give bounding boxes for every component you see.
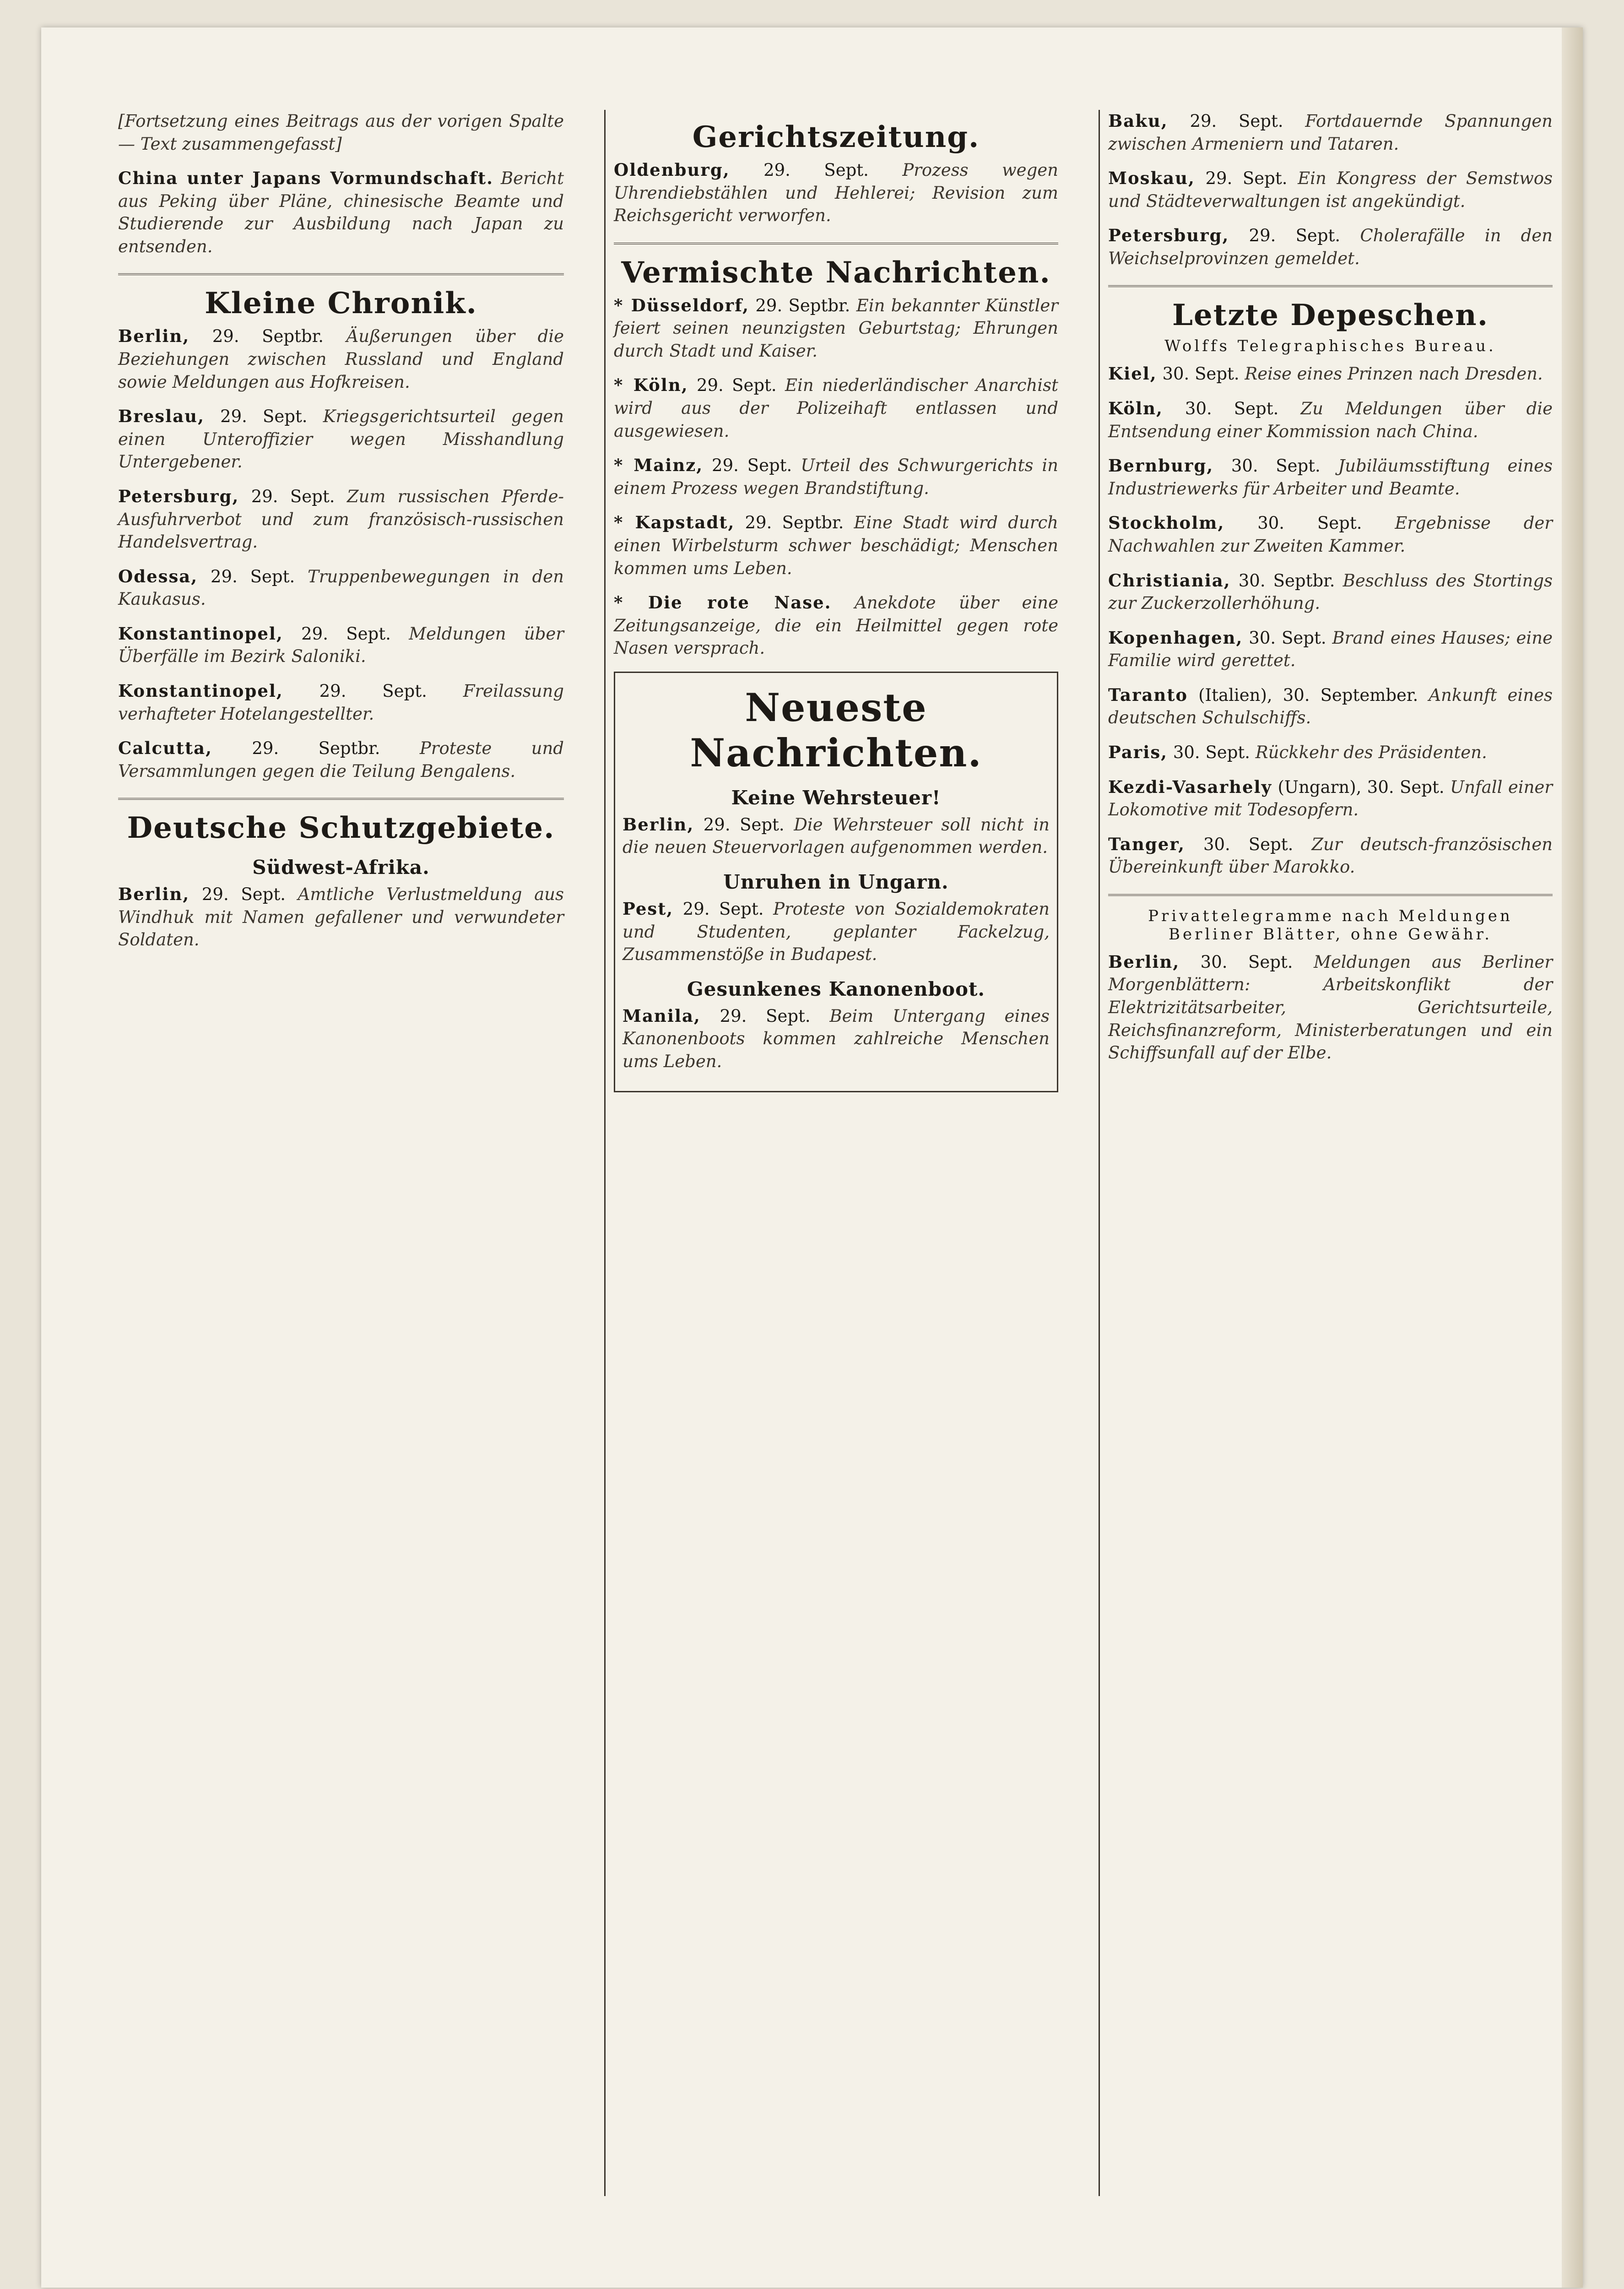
item-date: 30. Sept.	[1203, 834, 1294, 854]
column-1	[110, 110, 572, 2196]
item-summary: Unfall einer Lokomotive mit Todesopfern.	[1108, 777, 1553, 820]
item-summary: Äußerungen über die Beziehungen zwischen Russland und England sowie Meldungen aus Hofkreisen.	[118, 326, 564, 392]
item-location: Baku,	[1108, 111, 1168, 131]
news-item	[1108, 833, 1553, 879]
item-summary: Brand eines Hauses; eine Familie wird gerettet.	[1108, 628, 1553, 671]
item-summary: Truppenbewegungen in den Kaukasus.	[118, 566, 564, 609]
news-item	[118, 883, 564, 951]
news-item	[118, 405, 564, 473]
item-date: 30. Septbr.	[1238, 570, 1335, 591]
item-summary: Die Wehrsteuer soll nicht in die neuen Steuervorlagen aufgenommen werden.	[623, 814, 1050, 857]
item-location: Köln,	[1108, 398, 1163, 419]
item-summary: Proteste von Sozialdemokraten und Studenten, geplanter Fackelzug, Zusammenstöße in Budapest.	[623, 899, 1050, 965]
item-location: Berlin,	[1108, 951, 1180, 972]
news-item	[1108, 224, 1553, 270]
item-location: Tanger,	[1108, 834, 1185, 854]
news-item	[118, 737, 564, 782]
news-item	[118, 325, 564, 393]
news-item	[1108, 110, 1553, 155]
item-summary: Beschluss des Stortings zur Zuckerzollerhöhung.	[1108, 570, 1553, 613]
section-title-kleine-chronik: Kleine Chronik.	[205, 286, 477, 321]
item-summary: Amtliche Verlustmeldung aus Windhuk mit Namen gefallener und verwundeter Soldaten.	[118, 884, 564, 950]
item-summary: Zu Meldungen über die Entsendung einer Kommission nach China.	[1108, 399, 1553, 441]
item-date: 30. Sept.	[1173, 742, 1250, 762]
item-date: 29. Sept.	[703, 814, 785, 835]
item-summary: Proteste und Versammlungen gegen die Teilung Bengalens.	[118, 738, 564, 781]
item-location: Taranto	[1108, 684, 1188, 705]
item-date: 29. Sept.	[720, 1006, 811, 1026]
item-date: 30. Sept.	[1185, 399, 1279, 419]
item-summary: Prozess wegen Uhrendiebstählen und Hehlerei; Revision zum Reichsgericht verworfen.	[614, 160, 1058, 226]
article-summary: Bericht aus Peking über Pläne, chinesische Beamte und Studierende zur Ausbildung nach Japan zu entsenden.	[118, 168, 564, 256]
item-date: 30. Sept.	[1162, 364, 1240, 384]
item-date: (Ungarn), 30. Sept.	[1278, 777, 1445, 797]
item-location: Kopenhagen,	[1108, 627, 1243, 648]
item-location: * Die rote Nase.	[614, 592, 832, 613]
news-item	[118, 680, 564, 725]
item-location: Breslau,	[118, 406, 205, 427]
item-summary: Ankunft eines deutschen Schulschiffs.	[1108, 685, 1553, 728]
section-divider	[118, 273, 564, 275]
page-edge	[1562, 27, 1583, 2288]
item-date: 29. Sept.	[1205, 168, 1288, 189]
item-date: 29. Sept.	[301, 624, 391, 644]
item-location: Odessa,	[118, 566, 198, 586]
news-item	[1108, 776, 1553, 821]
section-title-neueste: Neueste Nachrichten.	[690, 684, 982, 776]
item-location: * Kapstadt,	[614, 512, 735, 533]
item-summary: Fortdauernde Spannungen zwischen Armeniern und Tataren.	[1108, 111, 1553, 154]
section-title-vermischte: Vermischte Nachrichten.	[621, 255, 1051, 290]
news-item	[1108, 684, 1553, 729]
item-location: Manila,	[623, 1005, 701, 1026]
article-china	[118, 167, 564, 258]
item-summary: Ein niederländischer Anarchist wird aus der Polizeihaft entlassen und ausgewiesen.	[614, 375, 1058, 441]
item-date: 29. Sept.	[251, 486, 335, 506]
box-neueste-nachrichten	[614, 672, 1058, 1093]
item-location: * Köln,	[614, 375, 688, 396]
section-title-depeschen: Letzte Depeschen.	[1172, 298, 1489, 333]
item-date: 30. Sept.	[1249, 628, 1326, 648]
item-summary: Beim Untergang eines Kanonenboots kommen zahlreiche Menschen ums Leben.	[623, 1006, 1050, 1071]
item-date: 29. Sept.	[211, 566, 295, 586]
column-3	[1099, 110, 1561, 2196]
item-summary: Kriegsgerichtsurteil gegen einen Unteroffizier wegen Misshandlung Untergebener.	[118, 407, 564, 472]
item-date: 29. Sept.	[696, 375, 777, 396]
subsection-head: Gesunkenes Kanonenboot.	[687, 977, 985, 1000]
news-item	[118, 565, 564, 611]
continuation-text: [Fortsetzung eines Beitrags aus der vorigen Spalte — Text zusammengefasst]	[118, 111, 564, 154]
item-location: Stockholm,	[1108, 513, 1225, 533]
section-divider	[1108, 894, 1553, 896]
item-location: Bernburg,	[1108, 456, 1214, 476]
item-location: Christiania,	[1108, 570, 1231, 591]
item-summary: Meldungen aus Berliner Morgenblättern: Arbeitskonflikt der Elektrizitätsarbeiter, Gerichtsurteile, Reichsfinanzreform, Ministerberatungen und ein Schiffsunfall auf der Elbe.	[1108, 952, 1553, 1063]
news-item	[614, 159, 1058, 227]
news-item	[614, 511, 1058, 580]
item-location: Paris,	[1108, 742, 1168, 762]
item-summary: Urteil des Schwurgerichts in einem Prozess wegen Brandstiftung.	[614, 456, 1059, 498]
news-item	[118, 485, 564, 553]
item-summary: Zum russischen Pferde-Ausfuhrverbot und zum französisch-russischen Handelsvertrag.	[118, 486, 564, 552]
item-date: 30. Sept.	[1231, 456, 1321, 476]
news-item	[1108, 363, 1553, 385]
item-location: Berlin,	[118, 884, 190, 905]
news-item	[1108, 512, 1553, 557]
section-divider	[614, 243, 1058, 244]
subsection-head: Keine Wehrsteuer!	[731, 786, 941, 809]
article-head: China unter Japans Vormundschaft.	[118, 168, 493, 189]
item-location: Konstantinopel,	[118, 680, 283, 701]
item-summary: Reise eines Prinzen nach Dresden.	[1245, 364, 1543, 384]
item-summary: Freilassung verhafteter Hotelangestellter.	[118, 681, 564, 724]
item-summary: Rückkehr des Präsidenten.	[1255, 742, 1487, 762]
section-title-schutzgebiete: Deutsche Schutzgebiete.	[127, 811, 555, 846]
item-date: 29. Septbr.	[252, 738, 380, 759]
newspaper-page	[41, 27, 1583, 2288]
item-summary: Anekdote über eine Zeitungsanzeige, die ein Heilmittel gegen rote Nasen versprach.	[614, 593, 1058, 658]
section-divider	[1108, 285, 1553, 287]
item-location: Moskau,	[1108, 168, 1195, 189]
news-item	[614, 294, 1058, 363]
news-item	[1108, 167, 1553, 212]
item-date: 29. Sept.	[712, 456, 792, 476]
private-telegrams-head: Privattelegramme nach Meldungen Berliner Blätter, ohne Gewähr.	[1148, 906, 1513, 944]
item-location: Konstantinopel,	[118, 623, 283, 644]
item-date: 29. Sept.	[682, 899, 764, 919]
item-location: Petersburg,	[1108, 225, 1229, 246]
news-item	[118, 623, 564, 668]
item-location: * Düsseldorf,	[614, 295, 750, 315]
item-location: Oldenburg,	[614, 160, 730, 180]
item-location: Pest,	[623, 898, 674, 919]
news-item	[1108, 570, 1553, 615]
news-item	[1108, 951, 1553, 1064]
column-2	[604, 110, 1066, 2196]
item-summary: Ergebnisse der Nachwahlen zur Zweiten Kammer.	[1108, 513, 1553, 556]
news-item	[623, 1005, 1050, 1073]
item-date: 29. Sept.	[220, 407, 308, 427]
item-summary: Jubiläumsstiftung eines Industriewerks für Arbeiter und Beamte.	[1108, 456, 1553, 499]
news-item	[1108, 455, 1553, 500]
subsection-head: Unruhen in Ungarn.	[723, 870, 949, 893]
item-date: 29. Sept.	[1249, 226, 1341, 246]
item-date: 29. Septbr.	[755, 295, 850, 315]
item-location: Berlin,	[118, 326, 190, 347]
item-location: Kezdi-Vasarhely	[1108, 776, 1272, 797]
section-subtitle: Südwest-Afrika.	[252, 856, 430, 879]
item-date: 30. Sept.	[1257, 513, 1362, 533]
item-location: Petersburg,	[118, 486, 239, 506]
item-location: Berlin,	[623, 814, 694, 835]
news-item	[614, 374, 1058, 442]
item-summary: Eine Stadt wird durch einen Wirbelsturm schwer beschädigt; Menschen kommen ums Leben.	[614, 513, 1058, 578]
news-item	[614, 591, 1058, 660]
item-date: (Italien), 30. September.	[1198, 685, 1418, 705]
item-summary: Cholerafälle in den Weichselprovinzen gemeldet.	[1108, 226, 1553, 268]
item-date: 29. Sept.	[763, 160, 869, 180]
item-location: Calcutta,	[118, 738, 212, 759]
news-item	[1108, 627, 1553, 672]
item-summary: Ein bekannter Künstler feiert seinen neunzigsten Geburtstag; Ehrungen durch Stadt und Kaiser.	[614, 295, 1058, 361]
news-item	[623, 898, 1050, 966]
item-date: 29. Sept.	[1190, 111, 1283, 131]
news-item	[623, 814, 1050, 859]
item-summary: Zur deutsch-französischen Übereinkunft über Marokko.	[1108, 834, 1553, 877]
section-divider	[118, 798, 564, 800]
item-location: * Mainz,	[614, 455, 704, 476]
item-date: 29. Sept.	[319, 681, 427, 701]
news-item	[1108, 741, 1553, 764]
news-item	[1108, 397, 1553, 443]
section-title-gerichtszeitung: Gerichtszeitung.	[692, 120, 980, 154]
item-date: 29. Septbr.	[745, 513, 844, 533]
news-item	[614, 454, 1058, 499]
item-summary: Meldungen über Überfälle im Bezirk Saloniki.	[118, 624, 564, 667]
item-location: Kiel,	[1108, 363, 1157, 384]
item-summary: Ein Kongress der Semstwos und Städteverwaltungen ist angekündigt.	[1108, 168, 1553, 211]
section-subtitle: Wolffs Telegraphisches Bureau.	[1164, 337, 1496, 356]
item-date: 29. Sept.	[201, 884, 286, 905]
item-date: 30. Sept.	[1200, 952, 1293, 972]
item-date: 29. Septbr.	[212, 326, 324, 347]
